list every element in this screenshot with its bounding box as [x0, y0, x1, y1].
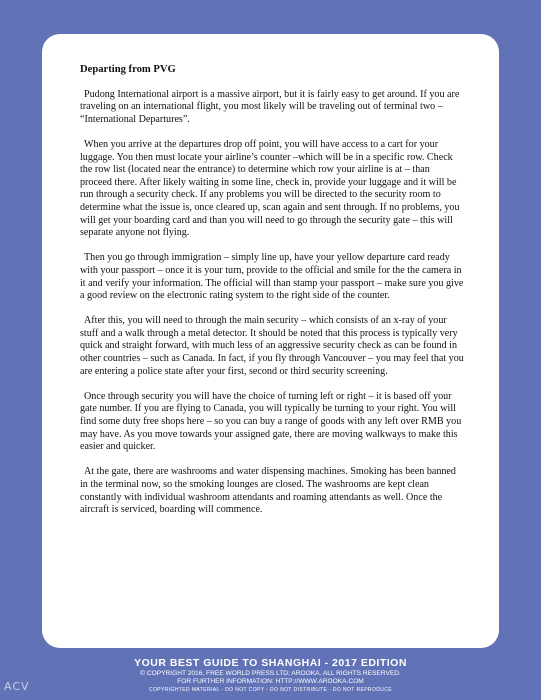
paragraph-immigration: Then you go through immigration – simply line up, have your yellow departure card ready with your passport – once it is your turn, provide to the official and smile for the the camera in it and verify your information. The official will than stamp your passport – make sure you give a good review on the electronic rating system to the right side of the counter.: [80, 252, 464, 302]
paragraph-check-in: When you arrive at the departures drop off point, you will have access to a cart for your luggage. You then must locate your airline’s counter –which will be in a specific row. Check the row list (located near the entrance) to determine which row your airline is at – than proceed there. After likely waiting in some line, check in, provide your luggage and it will be run through a security check. If any problems you will be directed to the security room to determine what the issue is, once cleared up, scan again and sent through. If no problems, you will get your boarding card and than you will need to go through the security gate – this will separate anyone not flying.: [80, 138, 460, 239]
corner-stamp: ACV: [4, 680, 30, 693]
footer-title: YOUR BEST GUIDE TO SHANGHAI - 2017 EDITION: [134, 657, 407, 669]
footer-info-link[interactable]: FOR FURTHER INFORMATION: HTTP://WWW.AROOKA.COM: [177, 678, 364, 685]
paragraph-gates: Once through security you will have the choice of turning left or right – it is based off your gate number. If you are flying to Canada, you will typically be turning to your right. You will find some duty free shops here – so you can buy a range of goods with any left over RMB you may have. As you move towards your assigned gate, there are moving walkways to make this easier and quicker.: [80, 390, 462, 453]
paragraph-boarding: At the gate, there are washrooms and water dispensing machines. Smoking has been banned in the terminal now, so the smoking lounges are closed. The washrooms are kept clean constantly with individual washroom attendants and roaming attendants as well. Once the aircraft is serviced, boarding will commence.: [80, 466, 456, 516]
paragraph-security: After this, you will need to through the main security – which consists of an x-ray of your stuff and a walk through a metal detector. It should be noted that this process is typically very quick and straight forward, with much less of an aggressive security check as can be found in other countries – such as Canada. In fact, if you fly through Vancouver – you may feel that you are entering a police state after your first, second or third security screening.: [80, 315, 464, 377]
section-heading: Departing from PVG: [80, 64, 176, 75]
footer-copyright: © COPYRIGHT 2016, FREE WORLD PRESS LTD; AROOKA. ALL RIGHTS RESERVED.: [140, 670, 401, 677]
footer-notice: COPYRIGHTED MATERIAL - DO NOT COPY - DO NOT DISTRIBUTE - DO NOT REPRODUCE: [148, 687, 392, 693]
paragraph-intro: Pudong International airport is a massive airport, but it is fairly easy to get around. If you are traveling on an international flight, you most likely will be traveling out of terminal two – “International Departures”.: [80, 88, 460, 125]
document-body: [80, 64, 464, 529]
